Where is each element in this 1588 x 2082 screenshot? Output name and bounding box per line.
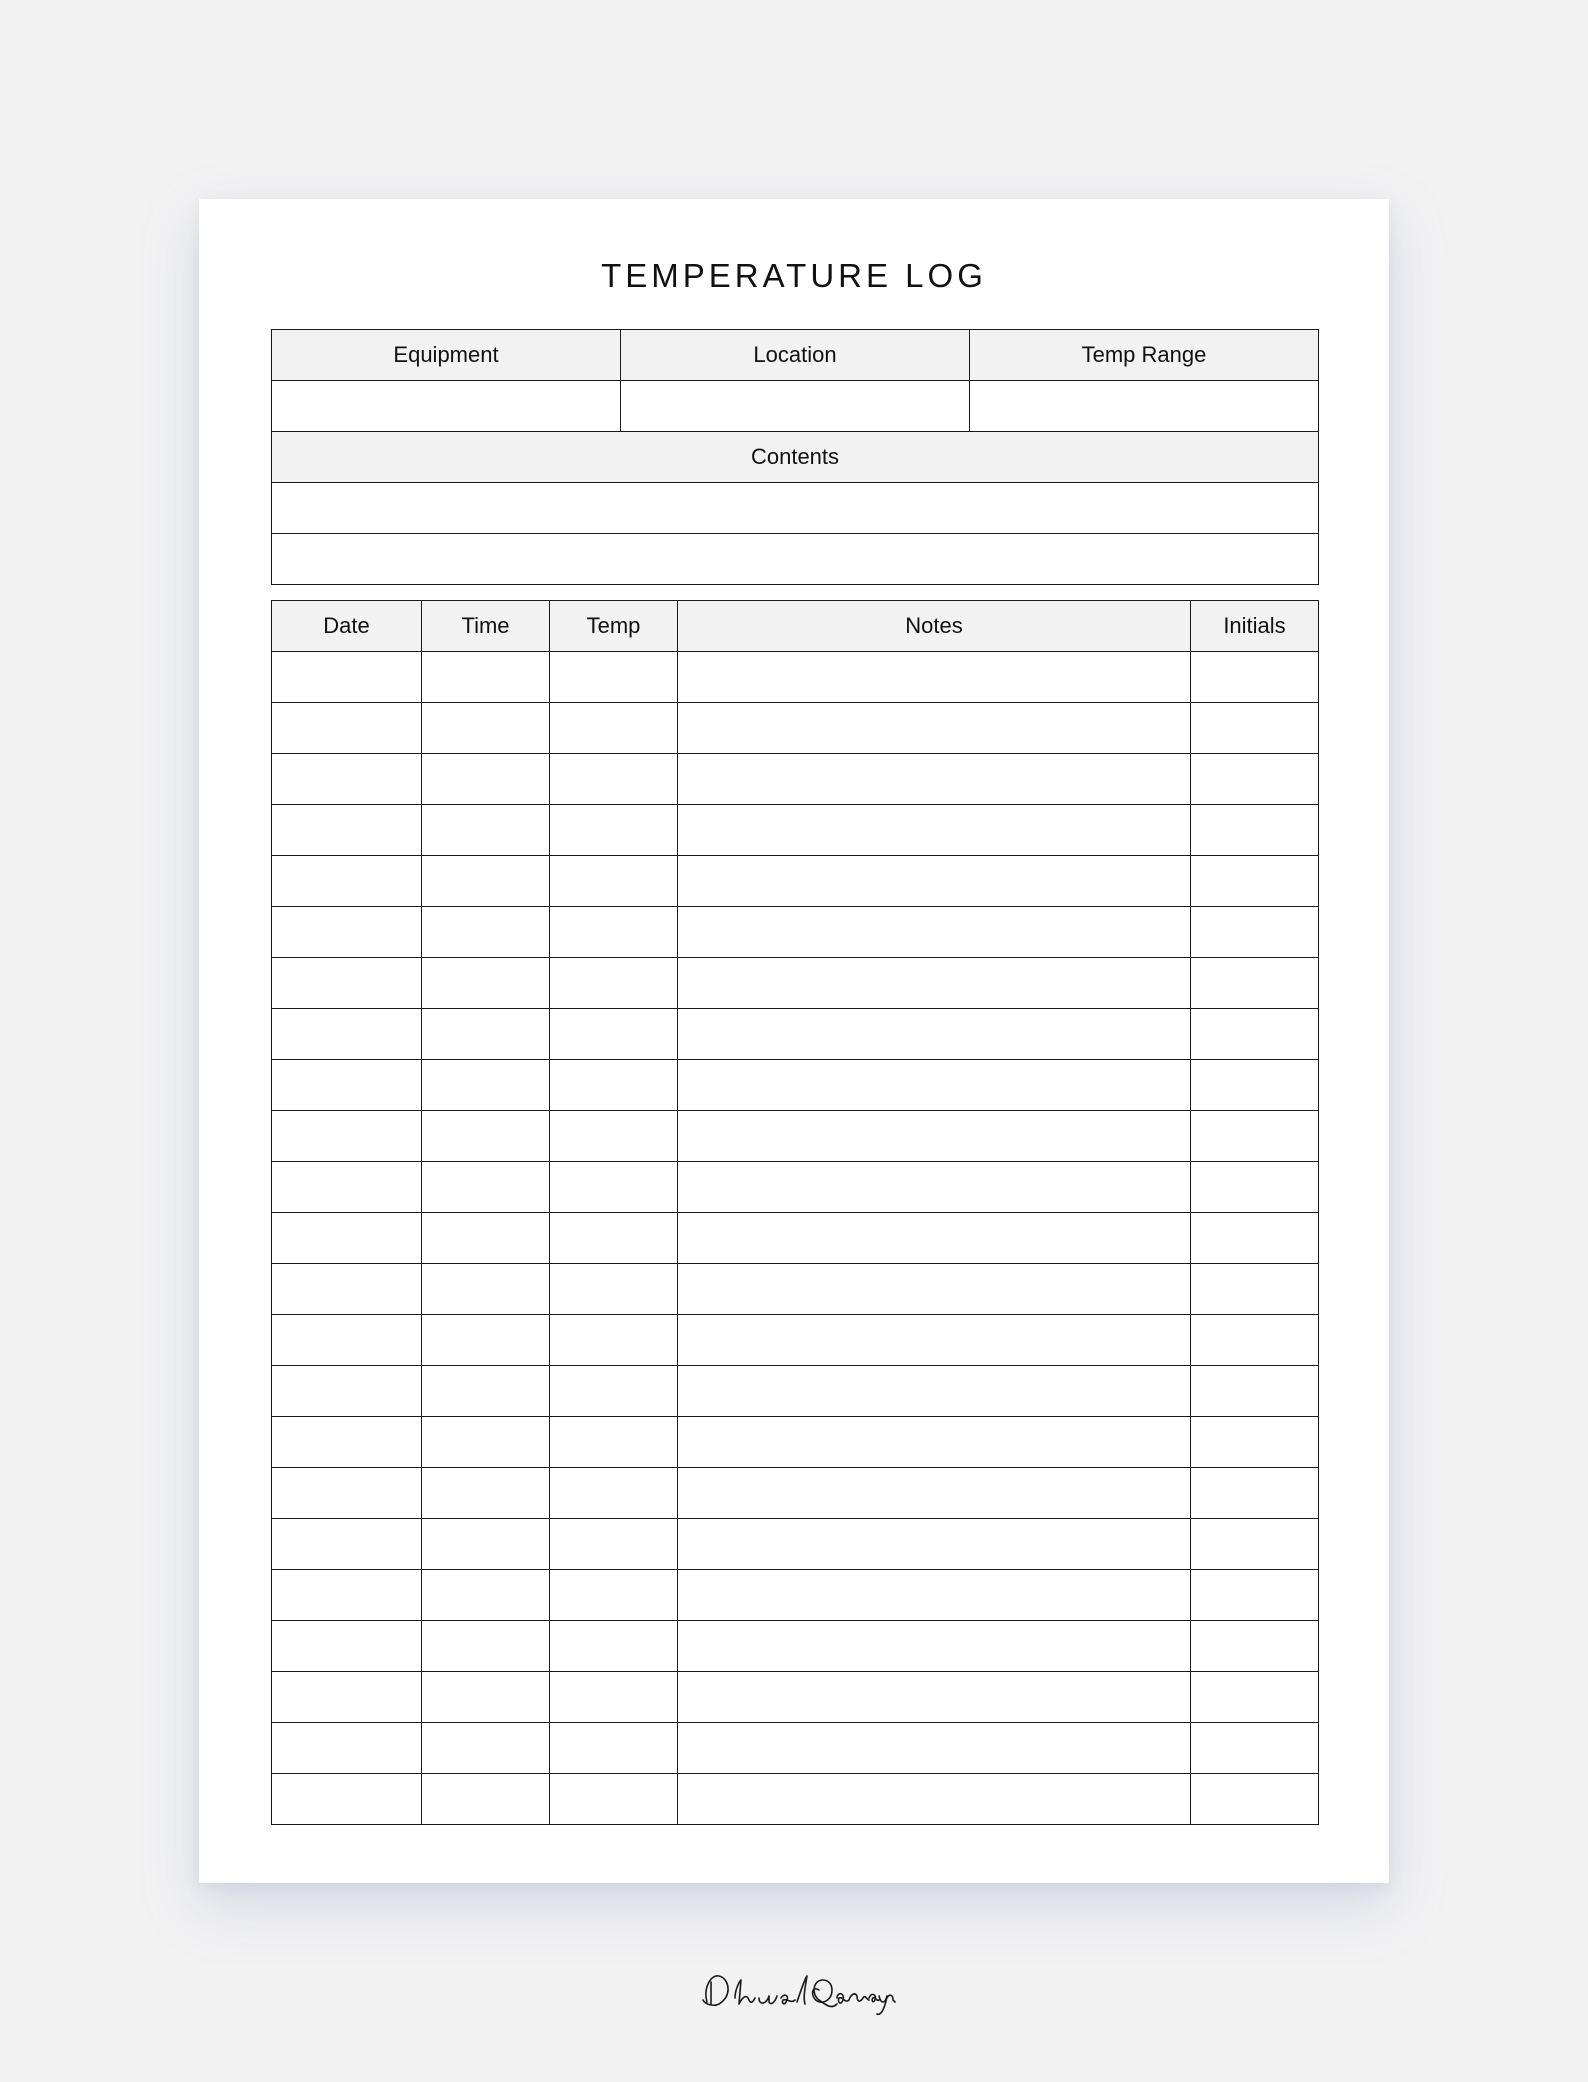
log-table bbox=[271, 600, 1319, 1825]
time-cell[interactable] bbox=[422, 703, 550, 754]
date-cell[interactable] bbox=[272, 1468, 422, 1519]
temp-cell[interactable] bbox=[550, 1570, 678, 1621]
date-cell[interactable] bbox=[272, 1264, 422, 1315]
table-row bbox=[272, 1213, 1319, 1264]
temp-cell[interactable] bbox=[550, 754, 678, 805]
time-cell[interactable] bbox=[422, 1519, 550, 1570]
temp-cell[interactable] bbox=[550, 1264, 678, 1315]
time-cell[interactable] bbox=[422, 1417, 550, 1468]
table-row bbox=[272, 1315, 1319, 1366]
time-cell[interactable] bbox=[422, 1621, 550, 1672]
table-row bbox=[272, 1162, 1319, 1213]
temp-cell[interactable] bbox=[550, 1213, 678, 1264]
date-header: Date bbox=[272, 601, 422, 652]
notes-cell[interactable] bbox=[678, 652, 1191, 703]
date-cell[interactable] bbox=[272, 1009, 422, 1060]
initials-cell[interactable] bbox=[1191, 958, 1319, 1009]
contents-row bbox=[272, 483, 1319, 534]
table-row bbox=[272, 1774, 1319, 1825]
table-row bbox=[272, 805, 1319, 856]
time-cell[interactable] bbox=[422, 958, 550, 1009]
notes-cell[interactable] bbox=[678, 1060, 1191, 1111]
initials-cell[interactable] bbox=[1191, 1621, 1319, 1672]
contents-field[interactable] bbox=[272, 483, 1319, 534]
table-row bbox=[272, 1723, 1319, 1774]
initials-cell[interactable] bbox=[1191, 1060, 1319, 1111]
notes-cell[interactable] bbox=[678, 1213, 1191, 1264]
initials-cell[interactable] bbox=[1191, 652, 1319, 703]
time-cell[interactable] bbox=[422, 1570, 550, 1621]
signature-mark bbox=[689, 1960, 899, 2020]
contents-field[interactable] bbox=[272, 534, 1319, 585]
date-cell[interactable] bbox=[272, 1162, 422, 1213]
notes-cell[interactable] bbox=[678, 1519, 1191, 1570]
table-row bbox=[272, 1570, 1319, 1621]
notes-cell[interactable] bbox=[678, 1672, 1191, 1723]
notes-cell[interactable] bbox=[678, 1264, 1191, 1315]
initials-cell[interactable] bbox=[1191, 856, 1319, 907]
equipment-header: Equipment bbox=[272, 330, 621, 381]
initials-cell[interactable] bbox=[1191, 1723, 1319, 1774]
temp-cell[interactable] bbox=[550, 856, 678, 907]
initials-cell[interactable] bbox=[1191, 1519, 1319, 1570]
initials-cell[interactable] bbox=[1191, 1570, 1319, 1621]
time-cell[interactable] bbox=[422, 1468, 550, 1519]
time-cell[interactable] bbox=[422, 1672, 550, 1723]
table-row bbox=[272, 1468, 1319, 1519]
log-sheet bbox=[199, 199, 1389, 1883]
temp-cell[interactable] bbox=[550, 1417, 678, 1468]
notes-cell[interactable] bbox=[678, 1111, 1191, 1162]
date-cell[interactable] bbox=[272, 907, 422, 958]
temp-cell[interactable] bbox=[550, 1111, 678, 1162]
temp-cell[interactable] bbox=[550, 1672, 678, 1723]
table-row bbox=[272, 754, 1319, 805]
date-cell[interactable] bbox=[272, 1315, 422, 1366]
notes-cell[interactable] bbox=[678, 754, 1191, 805]
initials-cell[interactable] bbox=[1191, 907, 1319, 958]
notes-cell[interactable] bbox=[678, 1366, 1191, 1417]
time-cell[interactable] bbox=[422, 1009, 550, 1060]
notes-cell[interactable] bbox=[678, 703, 1191, 754]
initials-cell[interactable] bbox=[1191, 1111, 1319, 1162]
notes-header: Notes bbox=[678, 601, 1191, 652]
table-row bbox=[272, 1519, 1319, 1570]
temp-header: Temp bbox=[550, 601, 678, 652]
notes-cell[interactable] bbox=[678, 1009, 1191, 1060]
contents-row bbox=[272, 534, 1319, 585]
temp-cell[interactable] bbox=[550, 703, 678, 754]
date-cell[interactable] bbox=[272, 1672, 422, 1723]
time-cell[interactable] bbox=[422, 1111, 550, 1162]
time-cell[interactable] bbox=[422, 805, 550, 856]
time-cell[interactable] bbox=[422, 1723, 550, 1774]
notes-cell[interactable] bbox=[678, 1417, 1191, 1468]
location-header: Location bbox=[621, 330, 970, 381]
initials-cell[interactable] bbox=[1191, 703, 1319, 754]
contents-header: Contents bbox=[272, 432, 1319, 483]
time-cell[interactable] bbox=[422, 1264, 550, 1315]
date-cell[interactable] bbox=[272, 1060, 422, 1111]
table-row bbox=[272, 1366, 1319, 1417]
date-cell[interactable] bbox=[272, 1366, 422, 1417]
date-cell[interactable] bbox=[272, 754, 422, 805]
initials-cell[interactable] bbox=[1191, 1468, 1319, 1519]
equipment-field[interactable] bbox=[272, 381, 621, 432]
notes-cell[interactable] bbox=[678, 1621, 1191, 1672]
initials-cell[interactable] bbox=[1191, 1162, 1319, 1213]
page-title: TEMPERATURE LOG bbox=[601, 257, 987, 294]
table-row bbox=[272, 958, 1319, 1009]
initials-header: Initials bbox=[1191, 601, 1319, 652]
date-cell[interactable] bbox=[272, 703, 422, 754]
time-cell[interactable] bbox=[422, 907, 550, 958]
notes-cell[interactable] bbox=[678, 1774, 1191, 1825]
notes-cell[interactable] bbox=[678, 856, 1191, 907]
time-cell[interactable] bbox=[422, 1162, 550, 1213]
table-row bbox=[272, 1417, 1319, 1468]
info-header-row bbox=[272, 330, 1319, 381]
temp-cell[interactable] bbox=[550, 1723, 678, 1774]
date-cell[interactable] bbox=[272, 1111, 422, 1162]
temp-cell[interactable] bbox=[550, 652, 678, 703]
time-cell[interactable] bbox=[422, 1060, 550, 1111]
location-field[interactable] bbox=[621, 381, 970, 432]
table-row bbox=[272, 907, 1319, 958]
temp-cell[interactable] bbox=[550, 1315, 678, 1366]
notes-cell[interactable] bbox=[678, 1315, 1191, 1366]
table-row bbox=[272, 1672, 1319, 1723]
temp-cell[interactable] bbox=[550, 1162, 678, 1213]
temp-cell[interactable] bbox=[550, 1468, 678, 1519]
table-row bbox=[272, 856, 1319, 907]
time-cell[interactable] bbox=[422, 754, 550, 805]
date-cell[interactable] bbox=[272, 1723, 422, 1774]
initials-cell[interactable] bbox=[1191, 1774, 1319, 1825]
notes-cell[interactable] bbox=[678, 958, 1191, 1009]
table-row bbox=[272, 1111, 1319, 1162]
table-row bbox=[272, 1621, 1319, 1672]
notes-cell[interactable] bbox=[678, 1162, 1191, 1213]
time-cell[interactable] bbox=[422, 1213, 550, 1264]
date-cell[interactable] bbox=[272, 958, 422, 1009]
notes-cell[interactable] bbox=[678, 805, 1191, 856]
time-cell[interactable] bbox=[422, 652, 550, 703]
contents-header-row bbox=[272, 432, 1319, 483]
table-row bbox=[272, 1009, 1319, 1060]
notes-cell[interactable] bbox=[678, 1468, 1191, 1519]
temp-cell[interactable] bbox=[550, 1519, 678, 1570]
temp-range-header: Temp Range bbox=[970, 330, 1319, 381]
initials-cell[interactable] bbox=[1191, 754, 1319, 805]
date-cell[interactable] bbox=[272, 1417, 422, 1468]
log-header-row bbox=[272, 601, 1319, 652]
time-cell[interactable] bbox=[422, 1315, 550, 1366]
date-cell[interactable] bbox=[272, 1774, 422, 1825]
table-row bbox=[272, 652, 1319, 703]
table-row bbox=[272, 703, 1319, 754]
date-cell[interactable] bbox=[272, 652, 422, 703]
date-cell[interactable] bbox=[272, 1621, 422, 1672]
date-cell[interactable] bbox=[272, 1570, 422, 1621]
initials-cell[interactable] bbox=[1191, 1315, 1319, 1366]
date-cell[interactable] bbox=[272, 1519, 422, 1570]
table-row bbox=[272, 1060, 1319, 1111]
temp-cell[interactable] bbox=[550, 805, 678, 856]
initials-cell[interactable] bbox=[1191, 1264, 1319, 1315]
temp-cell[interactable] bbox=[550, 1009, 678, 1060]
temp-cell[interactable] bbox=[550, 958, 678, 1009]
temp-cell[interactable] bbox=[550, 1621, 678, 1672]
info-input-row bbox=[272, 381, 1319, 432]
initials-cell[interactable] bbox=[1191, 1417, 1319, 1468]
signature-logo bbox=[0, 1960, 1588, 2020]
temp-cell[interactable] bbox=[550, 1060, 678, 1111]
date-cell[interactable] bbox=[272, 1213, 422, 1264]
initials-cell[interactable] bbox=[1191, 1366, 1319, 1417]
log-body bbox=[272, 652, 1319, 1825]
notes-cell[interactable] bbox=[678, 907, 1191, 958]
notes-cell[interactable] bbox=[678, 1570, 1191, 1621]
date-cell[interactable] bbox=[272, 805, 422, 856]
initials-cell[interactable] bbox=[1191, 805, 1319, 856]
initials-cell[interactable] bbox=[1191, 1213, 1319, 1264]
notes-cell[interactable] bbox=[678, 1723, 1191, 1774]
info-table bbox=[271, 329, 1319, 585]
initials-cell[interactable] bbox=[1191, 1672, 1319, 1723]
temp-cell[interactable] bbox=[550, 1774, 678, 1825]
date-cell[interactable] bbox=[272, 856, 422, 907]
initials-cell[interactable] bbox=[1191, 1009, 1319, 1060]
time-cell[interactable] bbox=[422, 856, 550, 907]
temp-cell[interactable] bbox=[550, 1366, 678, 1417]
time-cell[interactable] bbox=[422, 1774, 550, 1825]
time-cell[interactable] bbox=[422, 1366, 550, 1417]
time-header: Time bbox=[422, 601, 550, 652]
table-row bbox=[272, 1264, 1319, 1315]
temp-cell[interactable] bbox=[550, 907, 678, 958]
temp-range-field[interactable] bbox=[970, 381, 1319, 432]
